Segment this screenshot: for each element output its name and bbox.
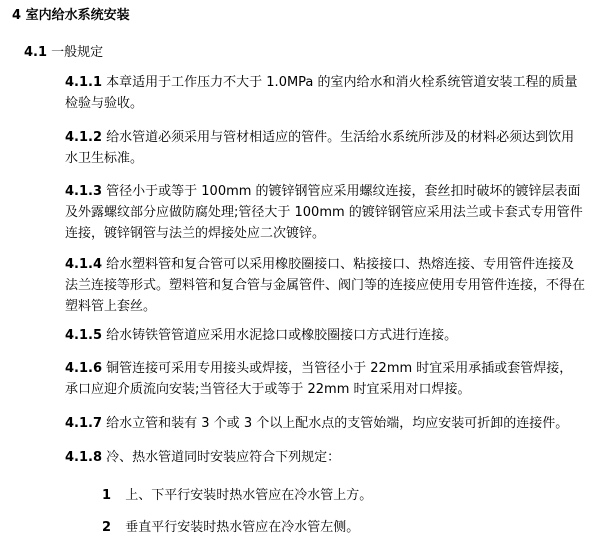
clause-text: 冷、热水管道同时安装应符合下列规定： (106, 450, 341, 465)
item-number: 1 (102, 488, 112, 503)
clause-number: 4.1.4 (65, 257, 103, 272)
list-item (102, 516, 359, 535)
clause-text: 给水管道必须采用与管材相适应的管件。生活给水系统所涉及的材料必须达到饮用水卫生标准。 (65, 130, 575, 166)
section-heading (24, 41, 103, 60)
clause-4-1-8 (65, 447, 585, 468)
clause-text: 铜管连接可采用专用接头或焊接，当管径小于 22mm 时宜采用承插或套管焊接，承口应迎介质流向安装;当管径大于或等于 22mm 时宜采用对口焊接。 (65, 361, 573, 397)
clause-text: 给水塑料管和复合管可以采用橡胶圈接口、粘接接口、热熔连接、专用管件连接及法兰连接等形式。塑料管和复合管与金属管件、阀门等的连接应使用专用管件连接，不得在塑料管上套丝。 (65, 257, 586, 314)
clause-4-1-4 (65, 254, 585, 317)
clause-number: 4.1.3 (65, 184, 103, 199)
clause-number: 4.1.1 (65, 75, 103, 90)
clause-4-1-3 (65, 181, 585, 244)
item-text: 上、下平行安装时热水管应在冷水管上方。 (125, 488, 373, 503)
clause-4-1-1 (65, 72, 585, 114)
section-number: 4.1 (24, 45, 48, 60)
clause-text: 给水立管和装有 3 个或 3 个以上配水点的支管始端，均应安装可折卸的连接件。 (106, 416, 569, 431)
clause-4-1-2 (65, 127, 585, 169)
clause-number: 4.1.8 (65, 450, 103, 465)
clause-text: 管径小于或等于 100mm 的镀锌钢管应采用螺纹连接，套丝扣时破坏的镀锌层表面及外露螺纹部分应做防腐处理;管径大于 100mm 的镀锌钢管应采用法兰或卡套式专用管件连接，镀锌钢管与法兰的焊接处应二次镀锌。 (65, 184, 583, 241)
chapter-title (12, 4, 130, 23)
clause-text: 给水铸铁管管道应采用水泥捻口或橡胶圈接口方式进行连接。 (106, 328, 458, 343)
clause-number: 4.1.2 (65, 130, 103, 145)
clause-number: 4.1.6 (65, 361, 103, 376)
clause-4-1-7 (65, 413, 585, 434)
item-number: 2 (102, 520, 112, 535)
clause-number: 4.1.7 (65, 416, 103, 431)
clause-4-1-5 (65, 325, 585, 346)
chapter-title-text: 室内给水系统安装 (25, 8, 130, 23)
chapter-number: 4 (12, 8, 22, 23)
section-title-text: 一般规定 (51, 45, 104, 60)
clause-number: 4.1.5 (65, 328, 103, 343)
clause-text: 本章适用于工作压力不大于 1.0MPa 的室内给水和消火栓系统管道安装工程的质量检验与验收。 (65, 75, 578, 111)
clause-4-1-6 (65, 358, 585, 400)
item-text: 垂直平行安装时热水管应在冷水管左侧。 (125, 520, 360, 535)
list-item (102, 484, 372, 503)
